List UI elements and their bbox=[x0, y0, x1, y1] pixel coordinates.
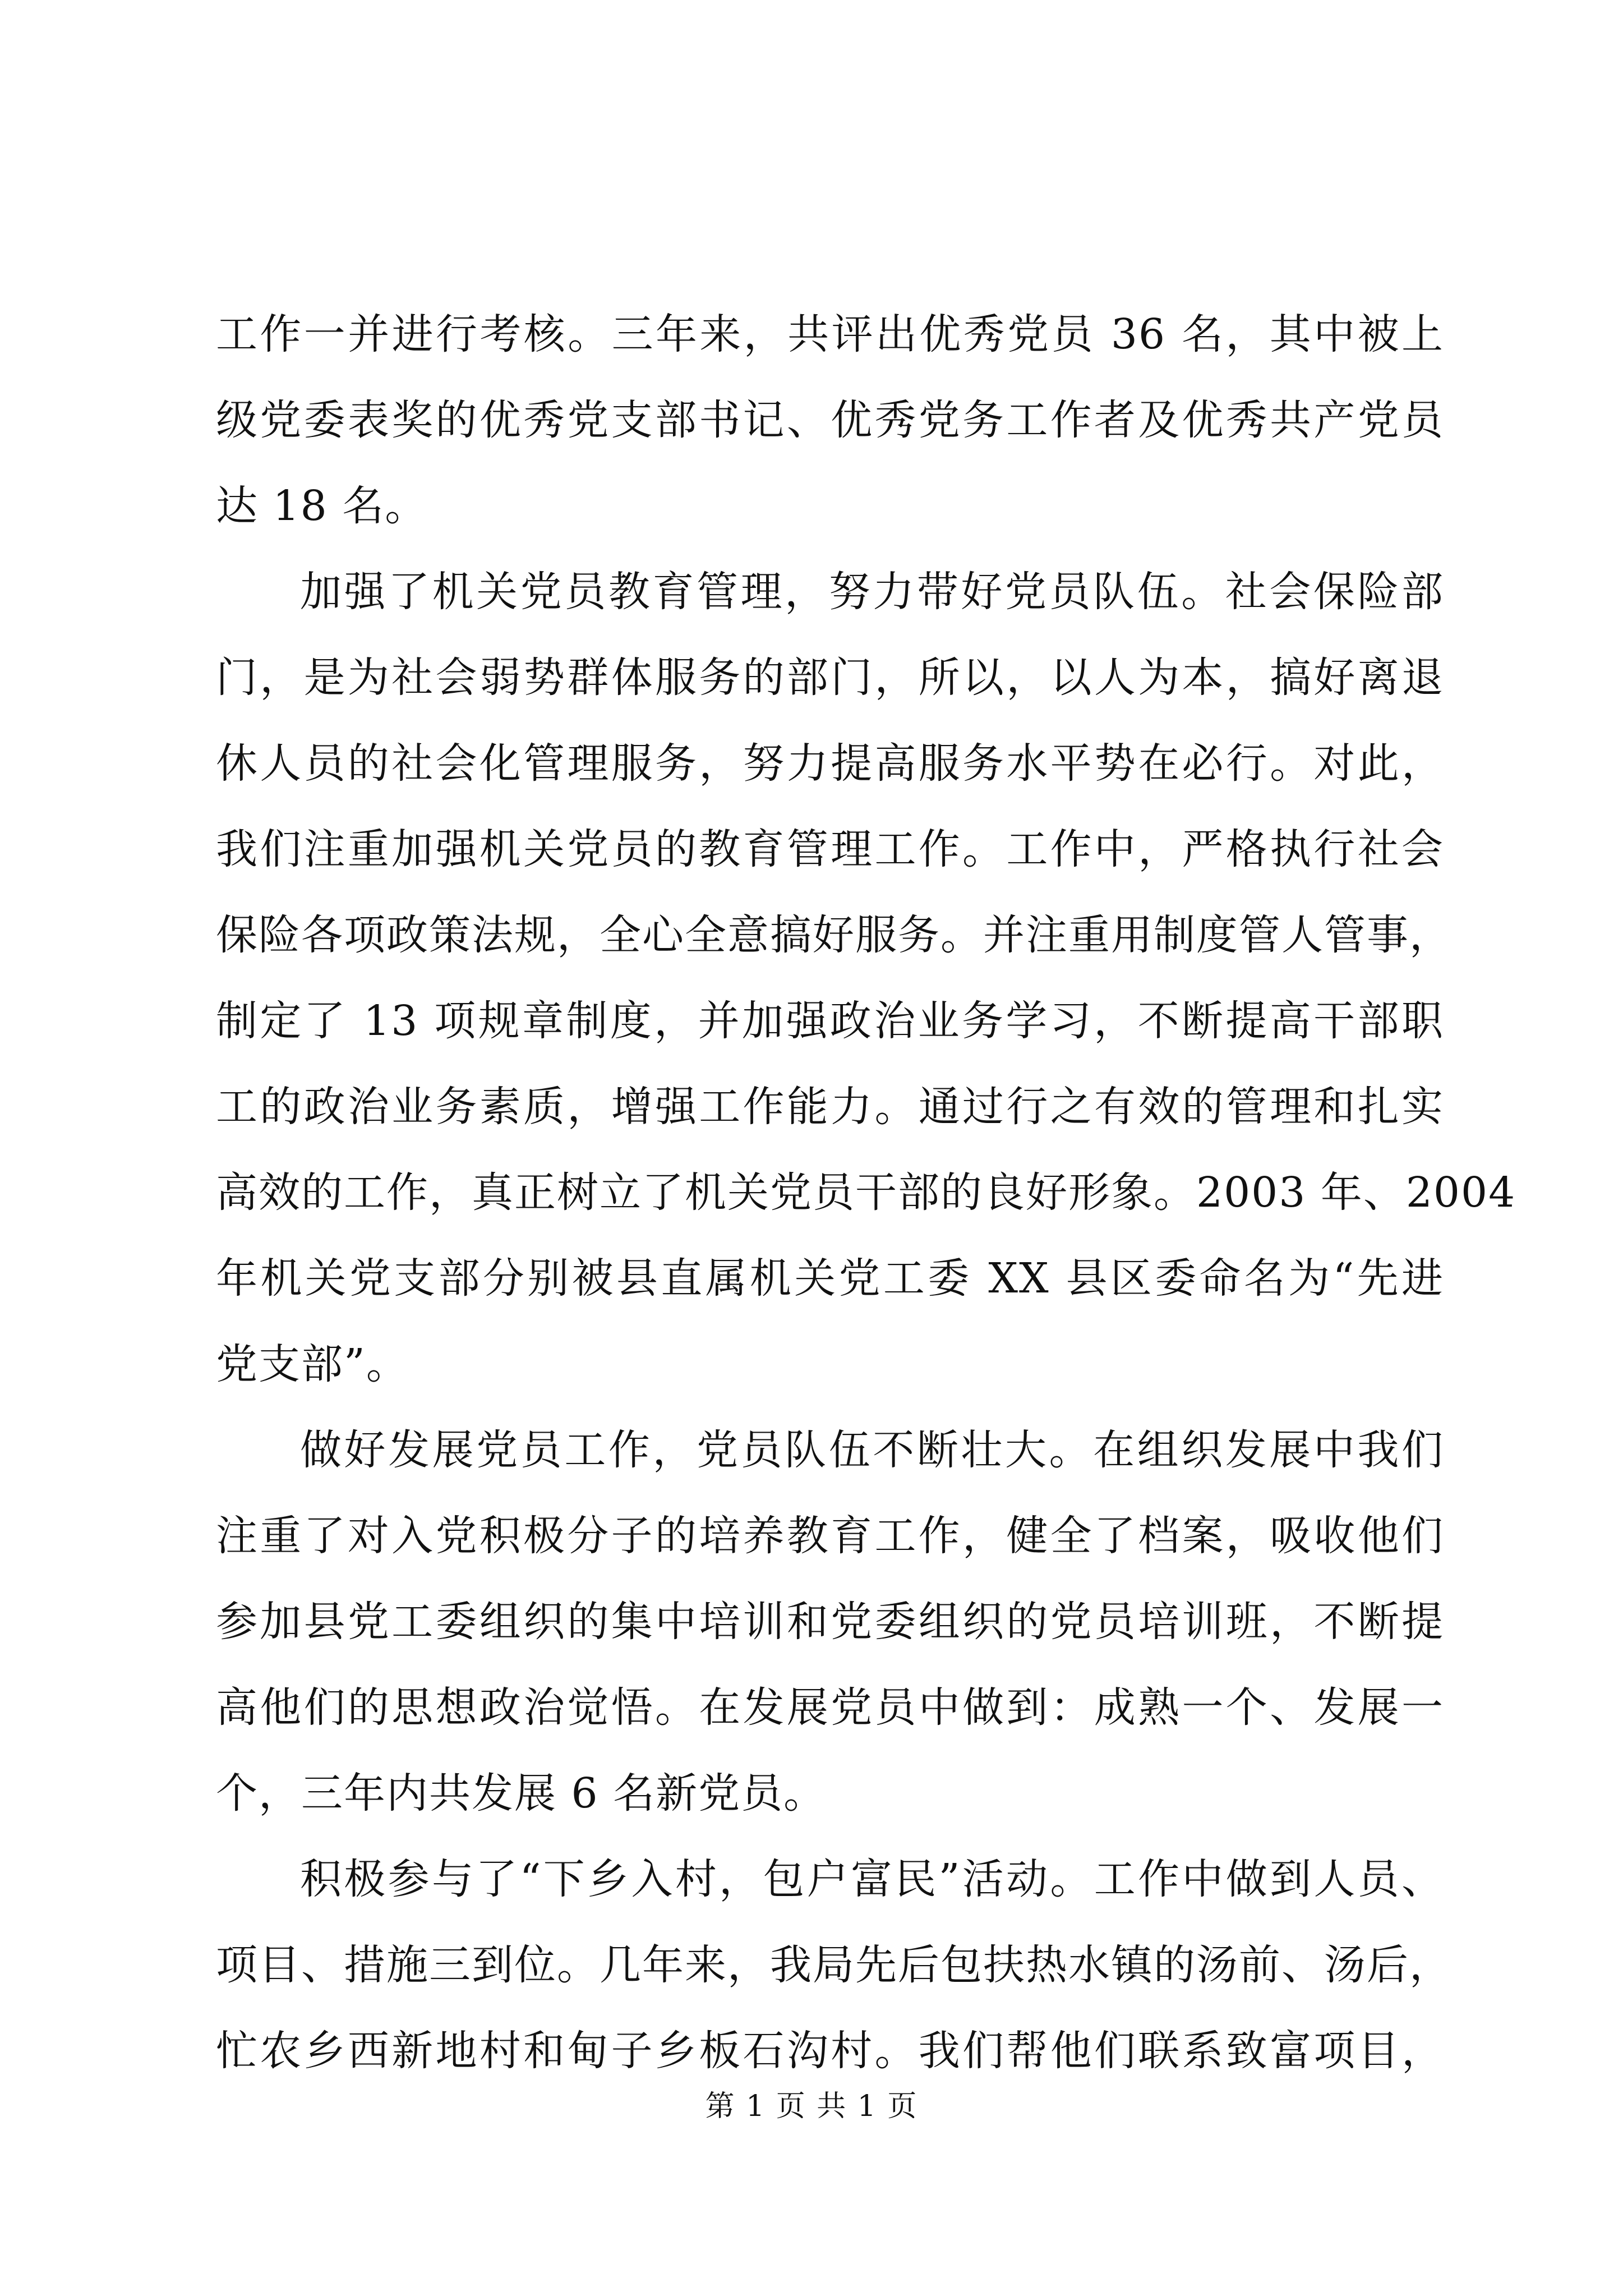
text-line: 门，是为社会弱势群体服务的部门，所以，以人为本，搞好离退 bbox=[216, 654, 1444, 702]
text-line: 高效的工作，真正树立了机关党员干部的良好形象。2003 年、2004 bbox=[216, 1168, 1516, 1217]
text-line: 我们注重加强机关党员的教育管理工作。工作中，严格执行社会 bbox=[216, 825, 1444, 873]
text-line: 达 18 名。 bbox=[216, 482, 428, 530]
page-number-footer: 第 1 页 共 1 页 bbox=[705, 2090, 918, 2123]
text-line: 年机关党支部分别被县直属机关党工委 XX 县区委命名为“先进 bbox=[216, 1254, 1444, 1303]
text-line: 工作一并进行考核。三年来，共评出优秀党员 36 名，其中被上 bbox=[216, 310, 1444, 358]
text-line: 项目、措施三到位。几年来，我局先后包扶热水镇的汤前、汤后， bbox=[216, 1941, 1452, 1989]
text-line: 个，三年内共发展 6 名新党员。 bbox=[216, 1769, 827, 1818]
text-line: 保险各项政策法规，全心全意搞好服务。并注重用制度管人管事， bbox=[216, 911, 1452, 959]
text-line: 休人员的社会化管理服务，努力提高服务水平势在必行。对此， bbox=[216, 739, 1444, 788]
paragraph-first-line: 积极参与了“下乡入村，包户富民”活动。工作中做到人员、 bbox=[300, 1855, 1444, 1903]
text-line: 工的政治业务素质，增强工作能力。通过行之有效的管理和扎实 bbox=[216, 1083, 1444, 1131]
text-line: 级党委表奖的优秀党支部书记、优秀党务工作者及优秀共产党员 bbox=[216, 396, 1444, 444]
text-line: 制定了 13 项规章制度，并加强政治业务学习，不断提高干部职 bbox=[216, 997, 1444, 1045]
text-line: 注重了对入党积极分子的培养教育工作，健全了档案，吸收他们 bbox=[216, 1512, 1444, 1560]
paragraph-first-line: 加强了机关党员教育管理，努力带好党员队伍。社会保险部 bbox=[300, 568, 1444, 616]
paragraph-first-line: 做好发展党员工作，党员队伍不断壮大。在组织发展中我们 bbox=[300, 1426, 1444, 1474]
text-line: 忙农乡西新地村和甸子乡板石沟村。我们帮他们联系致富项目， bbox=[216, 2027, 1444, 2075]
text-line: 参加县党工委组织的集中培训和党委组织的党员培训班，不断提 bbox=[216, 1598, 1444, 1646]
text-line: 高他们的思想政治觉悟。在发展党员中做到：成熟一个、发展一 bbox=[216, 1683, 1444, 1732]
document-body bbox=[216, 292, 1516, 2094]
text-line: 党支部”。 bbox=[216, 1340, 409, 1388]
